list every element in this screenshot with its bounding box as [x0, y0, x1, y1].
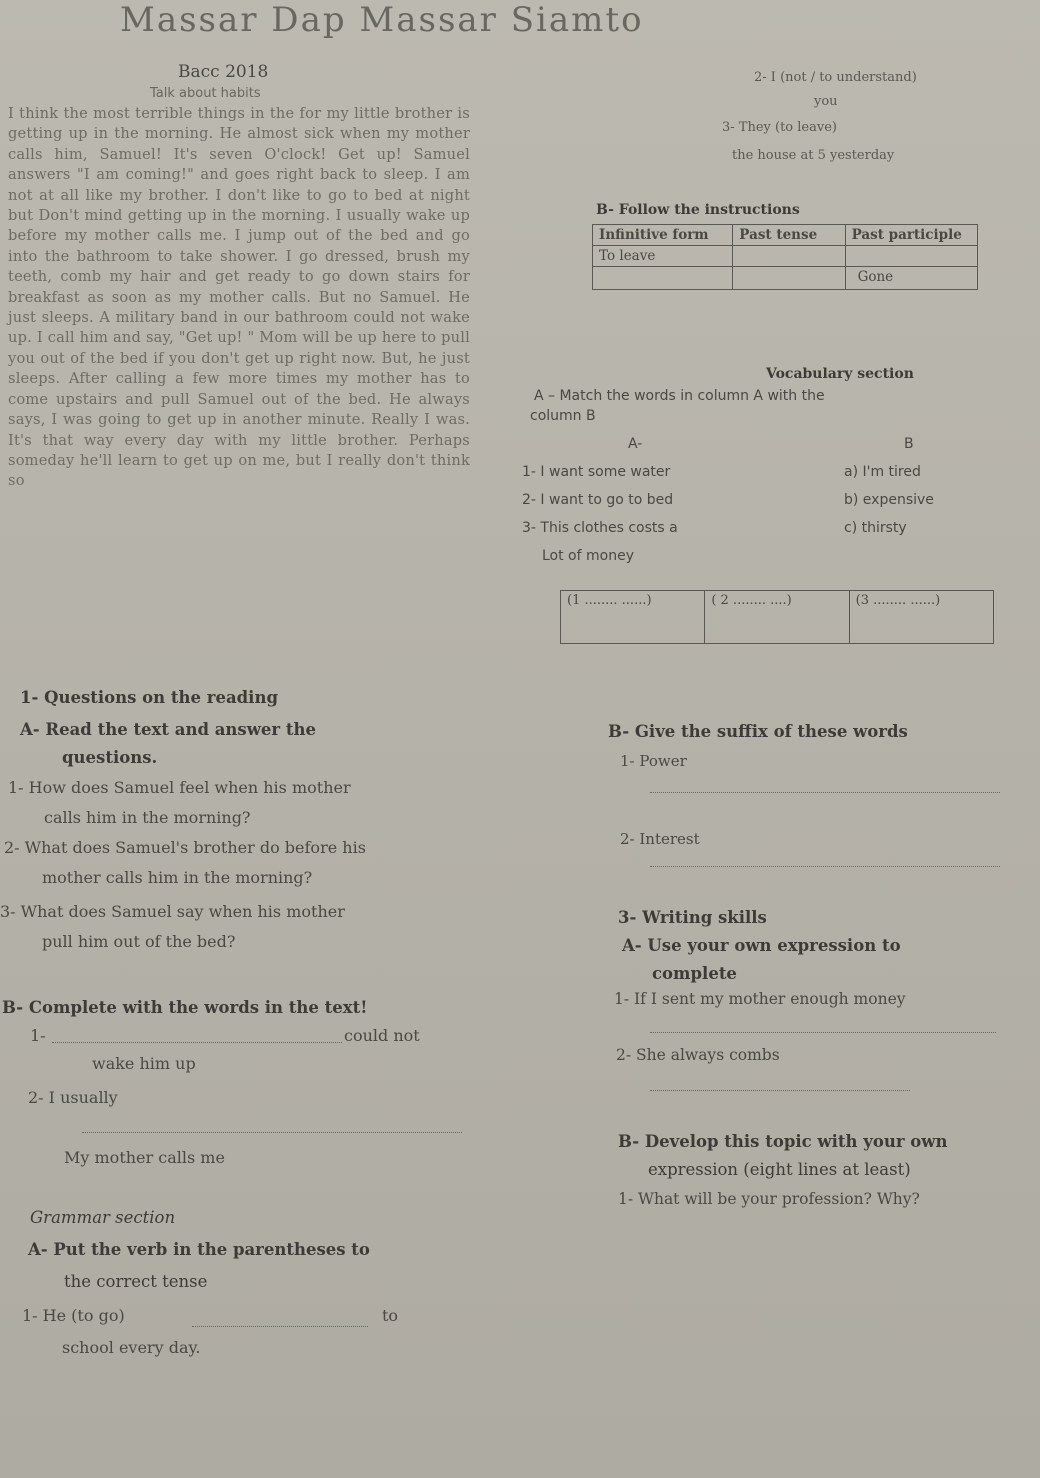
- answer-box-1-text: (1 ........ ......): [567, 593, 652, 608]
- answer-box-1[interactable]: [561, 591, 705, 644]
- writing-1-blank[interactable]: [650, 1032, 996, 1033]
- answer-box-2[interactable]: [705, 591, 849, 644]
- column-b-label: B: [904, 436, 914, 452]
- match-a-3: 3- This clothes costs a: [522, 520, 678, 536]
- complete-1-tail: could not: [344, 1026, 420, 1045]
- reading-passage: [8, 104, 470, 492]
- suffix-1-blank[interactable]: [650, 792, 1000, 793]
- handwritten-header: [120, 0, 680, 52]
- question-3-line1: 3- What does Samuel say when his mother: [0, 902, 345, 921]
- verb-table-header-past-text: Past tense: [739, 227, 818, 243]
- match-a-3-line2: Lot of money: [542, 548, 634, 564]
- writing-a-line2: complete: [652, 964, 737, 983]
- complete-2-line1: 2- I usually: [28, 1088, 118, 1107]
- part-b-heading: B- Complete with the words in the text!: [2, 998, 368, 1017]
- verb-table-header-participle-text: Past participle: [851, 227, 962, 243]
- verb-table-cell-text: Gone: [857, 269, 894, 285]
- vocabulary-heading: Vocabulary section: [766, 366, 914, 382]
- verb-table-cell[interactable]: [733, 267, 845, 290]
- question-1-line1: 1- How does Samuel feel when his mother: [8, 778, 351, 797]
- part-a-heading-line1: A- Read the text and answer the: [20, 720, 316, 739]
- passage-text: I think the most terrible things in the for my little brother is getting up in the morning. He almost sick when my mother calls him, Samuel! It's seven O'clock! Get up! Samuel answers "I am coming!" and goes right back to sleep. I am not at all like my brother. I don't like to go to bed at night but Don't mind getting up in the morning. I usually wake up before my mother calls me. I jump out of the bed and go into the bathroom to take shower. I go dressed, brush my teeth, comb my hair and get ready to go down stairs for breakfast as soon as my mother calls. But no Samuel. He just sleeps. A military band in our bathroom could not wake up. I call him and say, "Get up! " Mom will be up here to pull you out of the bed if you don't get up right now. But, he just sleeps. After calling a few more times my mother has to come upstairs and pull Samuel out of the bed. He always says, I was going to get up in another minute. Really I was. It's that way every day with my little brother. Perhaps someday he'll learn to get up on me, but I really don't think so: [8, 105, 470, 490]
- answer-box-3-text: (3 ........ ......): [855, 593, 941, 608]
- grammar-a-line1: A- Put the verb in the parentheses to: [28, 1240, 370, 1259]
- suffix-heading: B- Give the suffix of these words: [608, 722, 908, 741]
- verb-table-header-infinitive: [593, 225, 733, 246]
- writing-1: 1- If I sent my mother enough money: [614, 990, 906, 1008]
- grammar-a-line2: the correct tense: [64, 1272, 208, 1291]
- handwritten-header-text: Massar Dap Massar Siamto: [120, 0, 644, 40]
- grammar-1-line1: 1- He (to go): [22, 1306, 125, 1325]
- grammar-3-line1: 3- They (to leave): [722, 120, 837, 135]
- verb-table-cell: [845, 267, 977, 290]
- grammar-1-blank[interactable]: [192, 1326, 368, 1327]
- complete-1-number: 1-: [30, 1026, 46, 1045]
- grammar-2-line1: 2- I (not / to understand): [754, 70, 917, 85]
- vocab-a-instruction: A – Match the words in column A with the: [534, 388, 825, 404]
- vocab-a-instruction-line2: column B: [530, 408, 596, 424]
- writing-a-line1: A- Use your own expression to: [622, 936, 901, 955]
- answer-box-3[interactable]: [849, 591, 993, 644]
- grammar-1-line2: school every day.: [62, 1338, 201, 1357]
- question-2-line2: mother calls him in the morning?: [42, 868, 313, 887]
- grammar-heading: Grammar section: [30, 1208, 176, 1227]
- suffix-2: 2- Interest: [620, 830, 700, 848]
- writing-2: 2- She always combs: [616, 1046, 780, 1064]
- grammar-1-tail: to: [382, 1306, 399, 1325]
- develop-heading-line2: expression (eight lines at least): [648, 1160, 911, 1179]
- verb-table-header-participle: [845, 225, 977, 246]
- verb-table: [592, 224, 978, 290]
- match-a-1: 1- I want some water: [522, 464, 671, 480]
- part-a-heading-line2: questions.: [62, 748, 158, 767]
- verb-table-header-infinitive-text: Infinitive form: [599, 227, 709, 243]
- suffix-1: 1- Power: [620, 752, 687, 770]
- grammar-3-line2: the house at 5 yesterday: [732, 148, 895, 163]
- match-b-1: a) I'm tired: [844, 464, 921, 480]
- complete-2-blank[interactable]: [82, 1132, 462, 1133]
- verb-table-cell[interactable]: [733, 246, 845, 267]
- reading-title: Talk about habits: [150, 86, 261, 101]
- develop-question: 1- What will be your profession? Why?: [618, 1190, 920, 1208]
- matching-answer-table: [560, 590, 994, 644]
- questions-heading: 1- Questions on the reading: [20, 688, 278, 707]
- complete-1-line2: wake him up: [92, 1054, 196, 1073]
- match-a-2: 2- I want to go to bed: [522, 492, 674, 508]
- develop-heading-line1: B- Develop this topic with your own: [618, 1132, 948, 1151]
- verb-table-cell: [593, 246, 733, 267]
- verb-table-cell[interactable]: [593, 267, 733, 290]
- verb-table-header-past: [733, 225, 845, 246]
- match-b-2: b) expensive: [844, 492, 934, 508]
- suffix-2-blank[interactable]: [650, 866, 1000, 867]
- complete-2-line2: My mother calls me: [64, 1148, 225, 1167]
- instructions-heading: B- Follow the instructions: [596, 202, 800, 218]
- writing-heading: 3- Writing skills: [618, 908, 767, 927]
- exam-title: Bacc 2018: [178, 62, 269, 82]
- complete-1-blank[interactable]: [52, 1042, 342, 1043]
- match-b-3: c) thirsty: [844, 520, 907, 536]
- question-1-line2: calls him in the morning?: [44, 808, 251, 827]
- verb-table-cell-text: To leave: [599, 248, 656, 264]
- verb-table-cell[interactable]: [845, 246, 977, 267]
- answer-box-2-text: ( 2 ........ ....): [711, 593, 792, 608]
- grammar-2-line2: you: [814, 94, 838, 109]
- writing-2-blank[interactable]: [650, 1090, 910, 1091]
- column-a-label: A-: [628, 436, 643, 452]
- question-2-line1: 2- What does Samuel's brother do before his: [4, 838, 366, 857]
- question-3-line2: pull him out of the bed?: [42, 932, 236, 951]
